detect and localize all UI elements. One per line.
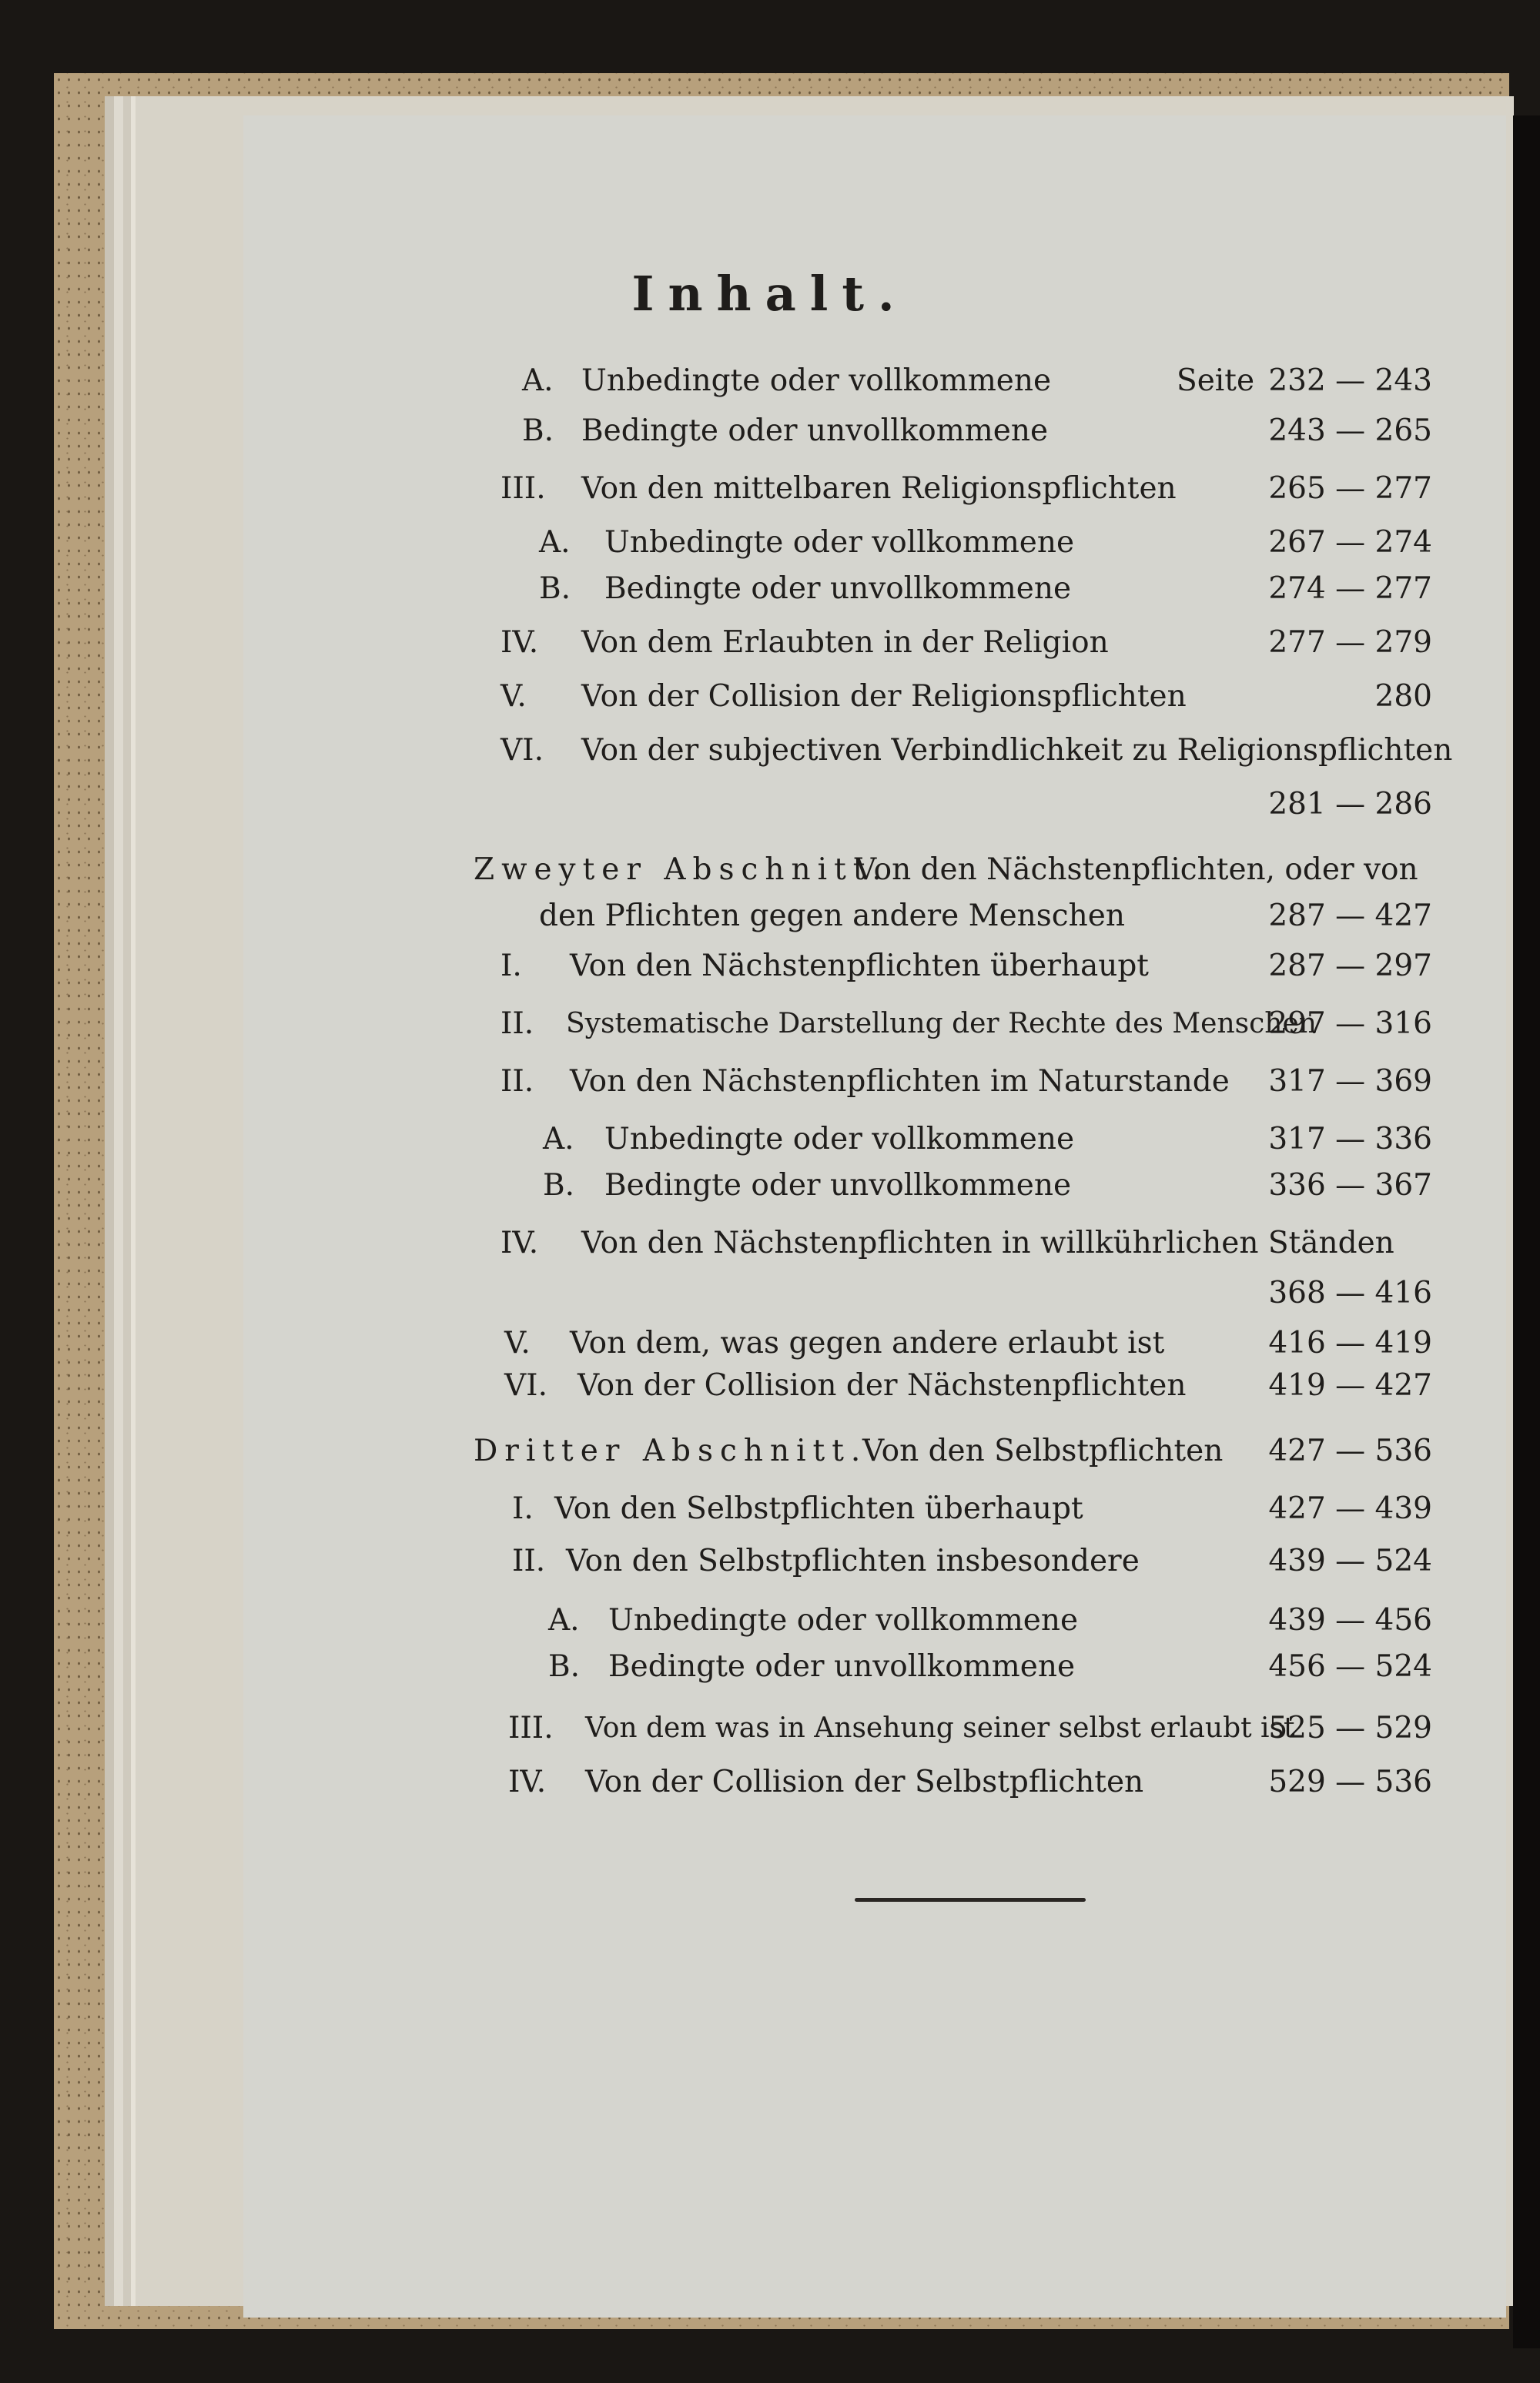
toc-entry xyxy=(0,782,1540,828)
toc-entry xyxy=(0,1001,1540,1047)
entry-number: B. xyxy=(522,413,554,448)
entry-pages: 416 — 419 xyxy=(1268,1326,1432,1361)
section-heading-row xyxy=(0,847,1540,893)
entry-number: III. xyxy=(508,1711,554,1745)
entry-pages: 265 — 277 xyxy=(1268,471,1432,506)
toc-entry xyxy=(0,566,1540,612)
toc-entry xyxy=(0,520,1540,566)
entry-pages: 336 — 367 xyxy=(1268,1168,1432,1203)
entry-number: III. xyxy=(500,471,546,506)
entry-pages: 456 — 524 xyxy=(1268,1649,1432,1684)
toc-entry xyxy=(0,728,1540,774)
entry-pages: 277 — 279 xyxy=(1268,625,1432,660)
section-heading: Dritter Abschnitt. xyxy=(474,1434,868,1468)
entry-text: Von den mittelbaren Religionspflichten xyxy=(581,471,1177,506)
entry-number: A. xyxy=(539,525,571,560)
seite-label: Seite xyxy=(1177,363,1255,398)
entry-text: Unbedingte oder vollkommene xyxy=(604,525,1075,560)
entry-number: B. xyxy=(543,1168,575,1203)
entry-number: IV. xyxy=(500,1226,539,1260)
entry-text: Bedingte oder unvollkommene xyxy=(581,413,1049,448)
entry-text: Von der Collision der Nächstenpflichten xyxy=(578,1368,1187,1403)
toc-entry xyxy=(0,1644,1540,1690)
entry-text: Von dem, was gegen andere erlaubt ist xyxy=(570,1326,1165,1361)
entry-number: A. xyxy=(522,363,554,398)
entry-text: Von den Nächstenpflichten, oder von xyxy=(855,852,1418,887)
entry-text: Unbedingte oder vollkommene xyxy=(608,1603,1079,1638)
entry-pages: 287 — 427 xyxy=(1268,899,1432,933)
toc-entry xyxy=(0,1320,1540,1367)
entry-pages: 419 — 427 xyxy=(1268,1368,1432,1403)
entry-pages: 280 xyxy=(1374,679,1432,714)
toc-entry xyxy=(0,1116,1540,1163)
entry-number: V. xyxy=(504,1326,531,1361)
entry-text: Von der Collision der Selbstpflichten xyxy=(585,1765,1144,1799)
toc-entry xyxy=(0,466,1540,512)
entry-text: den Pflichten gegen andere Menschen xyxy=(539,899,1125,933)
entry-text: Unbedingte oder vollkommene xyxy=(581,363,1052,398)
entry-pages: 274 — 277 xyxy=(1268,571,1432,606)
entry-pages: 317 — 369 xyxy=(1268,1064,1432,1099)
end-ornament-rule xyxy=(855,1898,1086,1902)
entry-text: Bedingte oder unvollkommene xyxy=(604,1168,1072,1203)
entry-pages: 439 — 524 xyxy=(1268,1544,1432,1578)
entry-text: Bedingte oder unvollkommene xyxy=(608,1649,1076,1684)
entry-number: IV. xyxy=(508,1765,547,1799)
entry-pages: 317 — 336 xyxy=(1268,1122,1432,1156)
toc-entry xyxy=(0,1538,1540,1585)
entry-text: Von den Nächstenpflichten in willkührlichen Ständen xyxy=(581,1226,1394,1260)
toc-entry xyxy=(0,674,1540,720)
entry-text: Von den Selbstpflichten insbesondere xyxy=(566,1544,1140,1578)
entry-pages: 267 — 274 xyxy=(1268,525,1432,560)
toc-entry xyxy=(0,1705,1540,1752)
entry-pages: 439 — 456 xyxy=(1268,1603,1432,1638)
toc-entry xyxy=(0,1163,1540,1209)
entry-pages: 281 — 286 xyxy=(1268,787,1432,822)
section-heading: Zweyter Abschnitt. xyxy=(474,852,889,887)
entry-text: Von den Nächstenpflichten im Naturstande xyxy=(570,1064,1230,1099)
entry-text: Von dem Erlaubten in der Religion xyxy=(581,625,1109,660)
entry-text: Bedingte oder unvollkommene xyxy=(604,571,1072,606)
toc-entry xyxy=(0,1759,1540,1806)
entry-number: B. xyxy=(548,1649,581,1684)
entry-pages: 368 — 416 xyxy=(1268,1276,1432,1310)
entry-number: A. xyxy=(548,1603,580,1638)
entry-pages: 427 — 536 xyxy=(1268,1434,1432,1468)
toc-entry xyxy=(0,943,1540,989)
entry-pages: 243 — 265 xyxy=(1268,413,1432,448)
entry-number: A. xyxy=(543,1122,574,1156)
toc-entry xyxy=(0,893,1540,939)
toc-entry xyxy=(0,620,1540,666)
entry-number: I. xyxy=(512,1491,534,1526)
toc-entry xyxy=(0,1220,1540,1267)
toc-entry xyxy=(0,408,1540,454)
entry-pages: 232 — 243 xyxy=(1268,363,1432,398)
entry-text: Systematische Darstellung der Rechte des Menschen xyxy=(566,1008,1317,1039)
entry-pages: 529 — 536 xyxy=(1268,1765,1432,1799)
entry-number: II. xyxy=(500,1064,534,1099)
toc-entry xyxy=(0,1486,1540,1532)
toc-entry xyxy=(0,1363,1540,1409)
entry-text: Von den Nächstenpflichten überhaupt xyxy=(570,949,1149,983)
entry-text: Von der subjectiven Verbindlichkeit zu Religionspflichten xyxy=(581,733,1453,768)
entry-text: Von den Selbstpflichten überhaupt xyxy=(554,1491,1083,1526)
entry-number: II. xyxy=(512,1544,546,1578)
toc-entry xyxy=(0,1598,1540,1644)
entry-number: I. xyxy=(500,949,522,983)
entry-text: Von der Collision der Religionspflichten xyxy=(581,679,1187,714)
entry-pages: 287 — 297 xyxy=(1268,949,1432,983)
entry-number: B. xyxy=(539,571,571,606)
entry-number: VI. xyxy=(500,733,544,768)
entry-text: Von den Selbstpflichten xyxy=(862,1434,1224,1468)
entry-number: II. xyxy=(500,1006,534,1041)
entry-text: Unbedingte oder vollkommene xyxy=(604,1122,1075,1156)
entry-number: IV. xyxy=(500,625,539,660)
entry-number: VI. xyxy=(504,1368,547,1403)
entry-pages: 525 — 529 xyxy=(1268,1711,1432,1745)
toc-entry xyxy=(0,1059,1540,1105)
entry-number: V. xyxy=(500,679,527,714)
page-title: Inhalt. xyxy=(631,266,909,322)
toc-entry xyxy=(0,1270,1540,1317)
entry-text: Von dem was in Ansehung seiner selbst erlaubt ist xyxy=(585,1712,1295,1744)
entry-pages: 427 — 439 xyxy=(1268,1491,1432,1526)
section-heading-row xyxy=(0,1428,1540,1474)
entry-pages: 297 — 316 xyxy=(1268,1006,1432,1041)
toc-entry xyxy=(0,358,1540,404)
